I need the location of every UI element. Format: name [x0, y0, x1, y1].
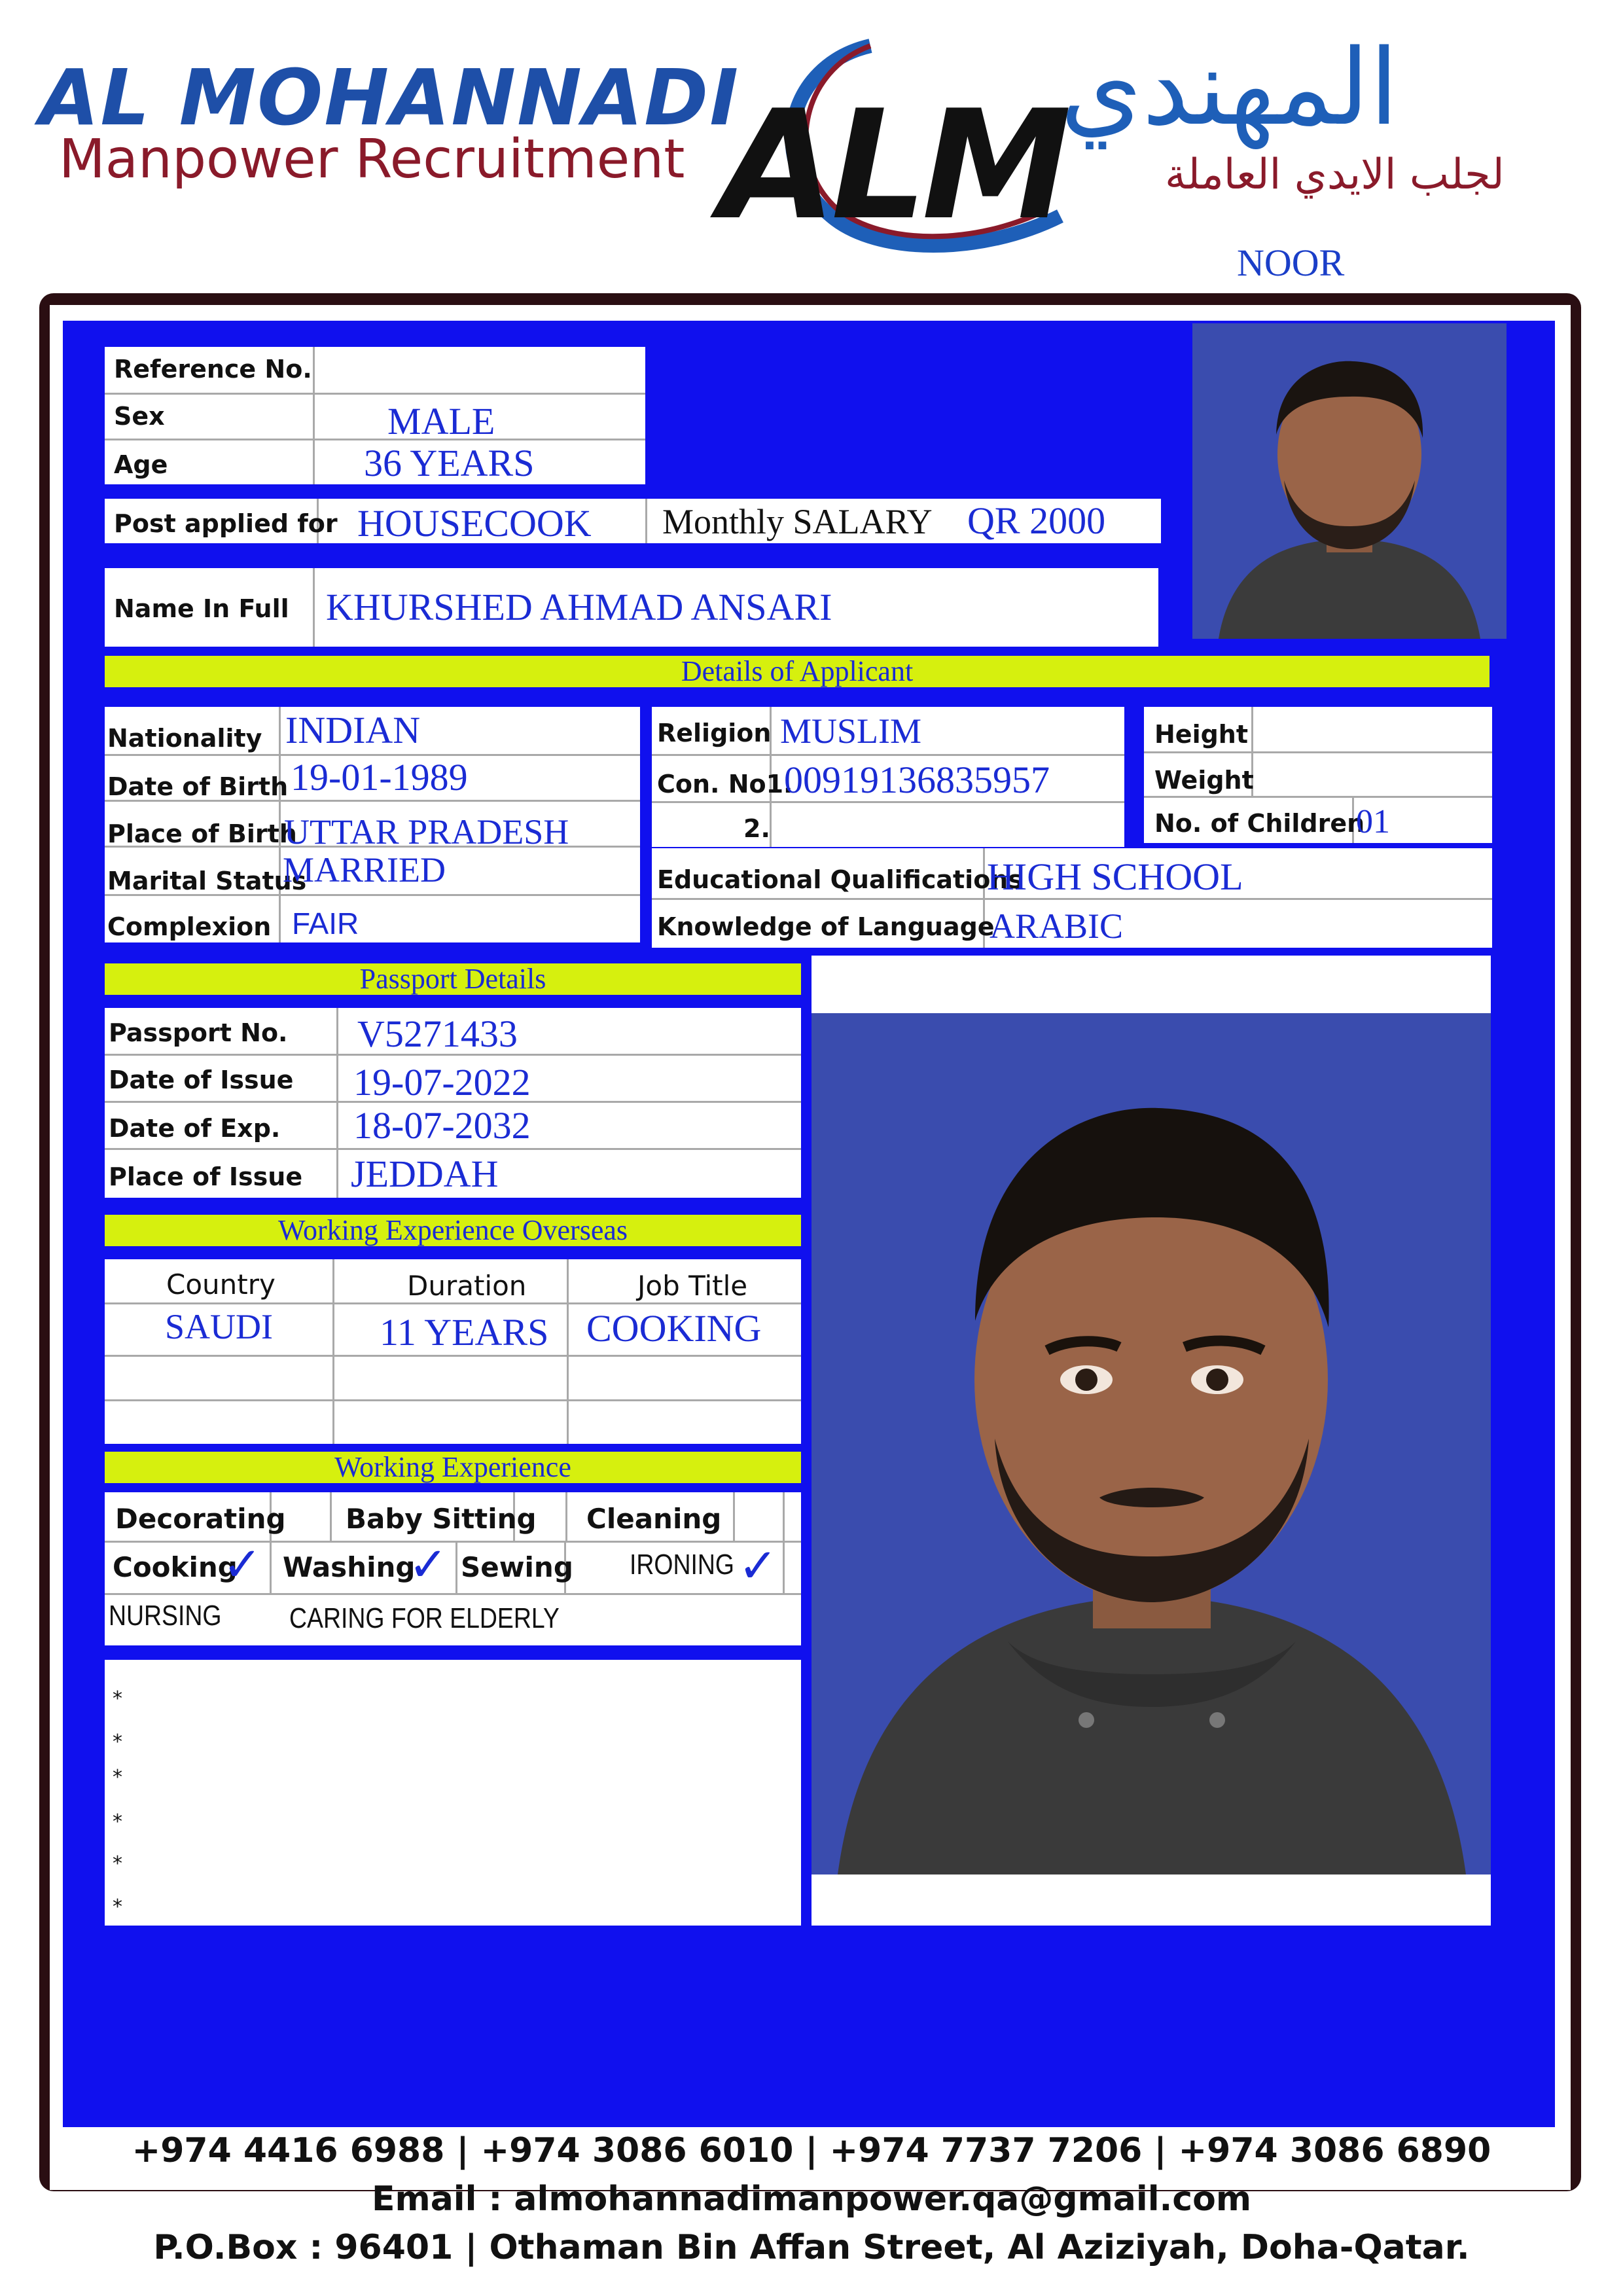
washing-check-icon: ✓ [408, 1537, 448, 1592]
age-value: 36 YEARS [364, 442, 535, 484]
footer-email: Email : almohannadimanpower.qa@gmail.com [371, 2179, 1252, 2219]
notes-box [105, 1660, 801, 1926]
skill-washing: Washing [283, 1551, 416, 1583]
contact2-label: 2. [743, 814, 770, 843]
cooking-check-icon: ✓ [223, 1537, 262, 1592]
footer-phones: +974 4416 6988 | +974 3086 6010 | +974 7737 7206 | +974 3086 6890 [132, 2131, 1491, 2170]
note-bullet: * [113, 1731, 122, 1753]
nationality-label: Nationality [107, 724, 262, 753]
passport-exp-label: Date of Exp. [109, 1114, 281, 1143]
applicant-photo-large [812, 1013, 1491, 1874]
skill-cooking: Cooking [113, 1551, 238, 1583]
skill-ironing: IRONING [630, 1549, 734, 1581]
overseas-section-title: Working Experience Overseas [105, 1215, 801, 1246]
passport-section-title: Passport Details [105, 963, 801, 995]
children-value: 01 [1356, 803, 1390, 840]
education-label: Educational Qualifications [657, 865, 1023, 894]
passport-issue-label: Date of Issue [109, 1066, 294, 1094]
passport-number-label: Passport No. [109, 1018, 288, 1047]
passport-place-value: JEDDAH [351, 1153, 499, 1195]
brand-subtitle-arabic: لجلب الايدي العاملة [1165, 151, 1505, 199]
nationality-value: INDIAN [285, 709, 421, 751]
brand-name-arabic: المهندي [1060, 26, 1399, 149]
skill-caring-elderly: CARING FOR ELDERLY [289, 1602, 560, 1634]
pob-value: UTTAR PRADESH [284, 812, 569, 852]
overseas-country-value: SAUDI [165, 1307, 274, 1346]
religion-value: MUSLIM [780, 711, 922, 751]
sex-label: Sex [114, 402, 165, 431]
weight-label: Weight [1154, 766, 1254, 795]
contact1-value: 00919136835957 [784, 759, 1050, 801]
agent-name: NOOR [1237, 242, 1345, 284]
passport-exp-value: 18-07-2032 [353, 1104, 531, 1147]
skill-nursing: NURSING [109, 1600, 222, 1632]
skill-decorating: Decorating [115, 1503, 286, 1535]
complexion-value: FAIR [292, 906, 359, 941]
passport-number-value: V5271433 [357, 1013, 518, 1055]
ironing-check-icon: ✓ [738, 1538, 778, 1593]
salary-label: Monthly SALARY [662, 502, 933, 541]
overseas-col-duration: Duration [407, 1270, 527, 1302]
passport-issue-value: 19-07-2022 [353, 1061, 531, 1103]
name-label: Name In Full [114, 594, 289, 623]
note-bullet: * [113, 1810, 122, 1833]
note-bullet: * [113, 1687, 122, 1710]
marital-label: Marital Status [107, 867, 307, 895]
post-value: HOUSECOOK [357, 502, 592, 545]
overseas-col-country: Country [166, 1268, 276, 1300]
applicant-photo-small [1192, 323, 1507, 639]
note-bullet: * [113, 1766, 122, 1789]
sex-value: MALE [387, 400, 495, 442]
overseas-job-value: COOKING [586, 1307, 762, 1350]
height-label: Height [1154, 720, 1249, 749]
children-label: No. of Children [1154, 809, 1365, 838]
brand-name: AL MOHANNADI [39, 52, 740, 143]
passport-place-label: Place of Issue [109, 1162, 303, 1191]
skills-section-title: Working Experience [105, 1452, 801, 1483]
overseas-duration-value: 11 YEARS [380, 1311, 549, 1354]
name-value: KHURSHED AHMAD ANSARI [326, 586, 832, 628]
dob-label: Date of Birth [107, 772, 289, 801]
dob-value: 19-01-1989 [291, 756, 468, 798]
language-value: ARABIC [990, 906, 1124, 946]
note-bullet: * [113, 1852, 122, 1875]
alm-logo: ALM [720, 79, 1067, 253]
overseas-col-job-title: Job Title [637, 1270, 748, 1302]
skill-baby-sitting: Baby Sitting [346, 1503, 537, 1535]
education-value: HIGH SCHOOL [987, 855, 1243, 898]
note-bullet: * [113, 1895, 122, 1918]
footer-address: P.O.Box : 96401 | Othaman Bin Affan Street, Al Aziziyah, Doha-Qatar. [153, 2228, 1470, 2267]
salary-value: QR 2000 [967, 499, 1106, 542]
language-label: Knowledge of Language [657, 912, 995, 941]
age-label: Age [114, 450, 168, 479]
post-label: Post applied for [114, 509, 338, 538]
skill-cleaning: Cleaning [586, 1503, 722, 1535]
applicant-section-title: Details of Applicant [105, 656, 1489, 687]
marital-value: MARRIED [283, 850, 446, 889]
brand-subtitle: Manpower Recruitment [59, 128, 685, 190]
skill-sewing: Sewing [461, 1551, 573, 1583]
pob-label: Place of Birth [107, 819, 297, 848]
complexion-label: Complexion [107, 912, 272, 941]
religion-label: Religion [657, 719, 772, 747]
reference-label: Reference No. [114, 355, 312, 384]
contact1-label: Con. No1. [657, 770, 793, 798]
